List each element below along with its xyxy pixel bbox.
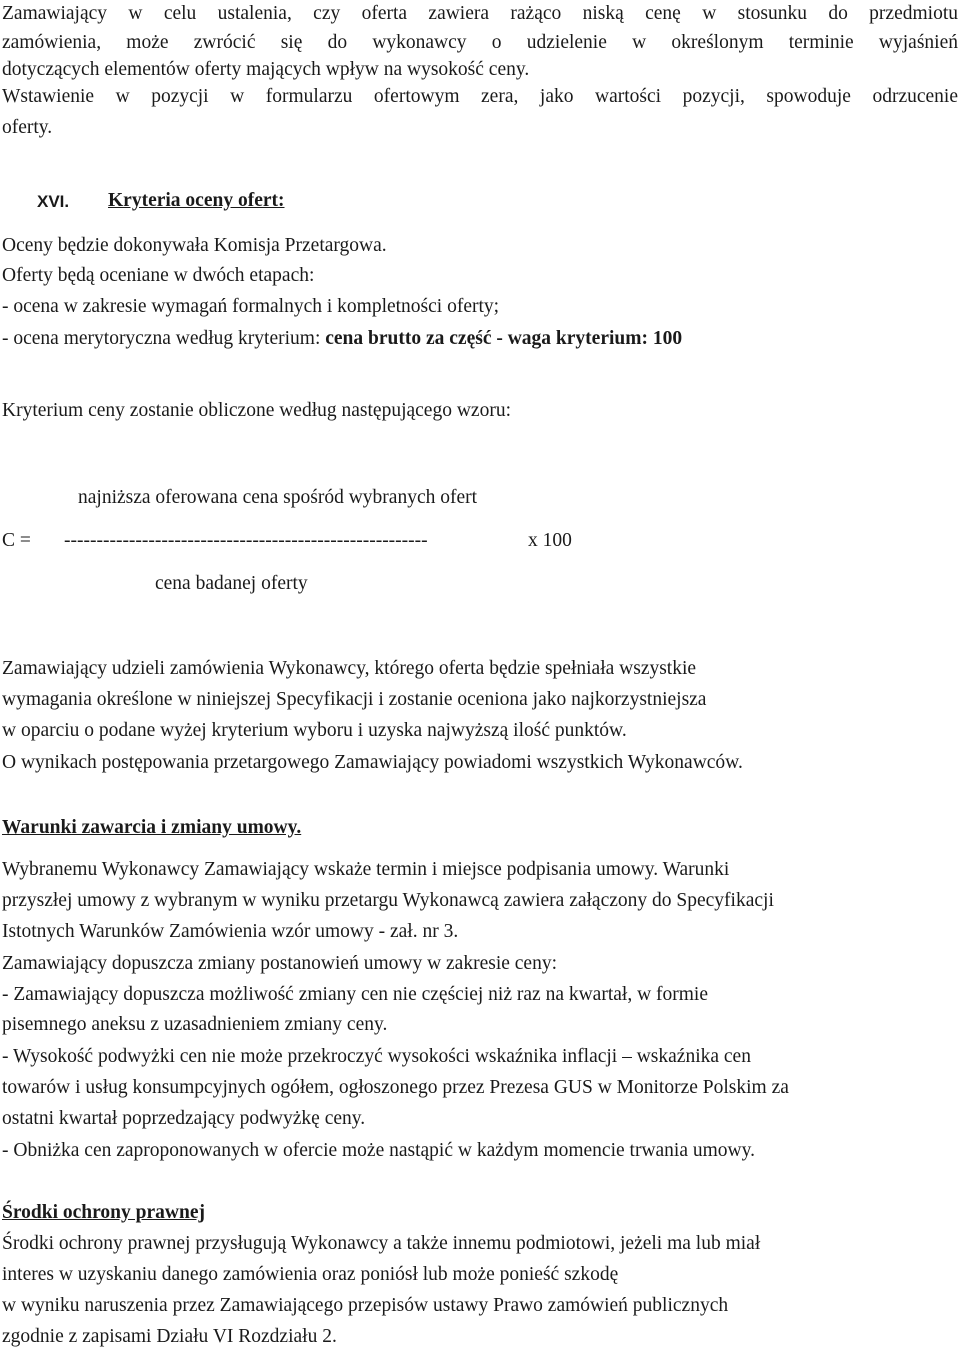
contract-line-9: ostatni kwartał poprzedzający podwyżkę ceny.: [2, 1108, 366, 1129]
formula-multiplier: x 100: [528, 530, 572, 551]
section-title: Kryteria oceny ofert:: [108, 190, 285, 211]
remedies-line-2: interes w uzyskaniu danego zamówienia oraz poniósł lub może ponieść szkodę: [2, 1264, 619, 1285]
section-line-4: [2, 327, 682, 351]
contract-line-6: pisemnego aneksu z uzasadnieniem zmiany ceny.: [2, 1014, 388, 1035]
formula-denominator: cena badanej oferty: [155, 573, 308, 594]
section-number: XVI.: [37, 192, 70, 211]
award-line-4: O wynikach postępowania przetargowego Zamawiający powiadomi wszystkich Wykonawców.: [2, 752, 743, 773]
award-line-1: Zamawiający udzieli zamówienia Wykonawcy, którego oferta będzie spełniała wszystkie: [2, 658, 697, 679]
remedies-line-3: w wyniku naruszenia przez Zamawiającego przepisów ustawy Prawo zamówień publicznych: [2, 1295, 729, 1316]
criterion-prefix: - ocena merytoryczna według kryterium:: [2, 328, 326, 349]
intro-line-4: Wstawienie w pozycji w formularzu ofertowym zera, jako wartości pozycji, spowoduje odrzucenie: [2, 86, 958, 107]
criterion-bold: cena brutto za część - waga kryterium: 100: [325, 328, 683, 349]
contract-line-10: - Obniżka cen zaproponowanych w ofercie może nastąpić w każdym momencie trwania umowy.: [2, 1140, 755, 1161]
section-line-3: - ocena w zakresie wymagań formalnych i kompletności oferty;: [2, 296, 500, 317]
contract-line-7: - Wysokość podwyżki cen nie może przekroczyć wysokości wskaźnika inflacji – wskaźnika cen: [2, 1046, 751, 1067]
contract-heading: Warunki zawarcia i zmiany umowy.: [2, 817, 302, 838]
remedies-line-1: Środki ochrony prawnej przysługują Wykonawcy a także innemu podmiotowi, jeżeli ma lub miał: [2, 1233, 761, 1254]
contract-line-4: Zamawiający dopuszcza zmiany postanowień umowy w zakresie ceny:: [2, 953, 557, 974]
section-line-1: Oceny będzie dokonywała Komisja Przetargowa.: [2, 235, 387, 256]
intro-line-3: dotyczących elementów oferty mających wpływ na wysokość ceny.: [2, 59, 530, 80]
contract-line-1: Wybranemu Wykonawcy Zamawiający wskaże termin i miejsce podpisania umowy. Warunki: [2, 859, 730, 880]
award-line-2: wymagania określone w niniejszej Specyfikacji i zostanie oceniona jako najkorzystniejsza: [2, 689, 707, 710]
formula-numerator: najniższa oferowana cena spośród wybranych ofert: [78, 487, 478, 508]
contract-line-3: Istotnych Warunków Zamówienia wzór umowy - zał. nr 3.: [2, 921, 459, 942]
remedies-line-4: zgodnie z zapisami Działu VI Rozdziału 2.: [2, 1326, 337, 1347]
remedies-heading: Środki ochrony prawnej: [2, 1202, 205, 1223]
formula-lhs: C =: [2, 530, 31, 551]
formula-fraction-line: --------------------------------------------------------: [64, 530, 428, 551]
contract-line-5: - Zamawiający dopuszcza możliwość zmiany cen nie częściej niż raz na kwartał, w formie: [2, 984, 708, 1005]
award-line-3: w oparciu o podane wyżej kryterium wyboru i uzyska najwyższą ilość punktów.: [2, 720, 627, 741]
intro-line-5: oferty.: [2, 117, 53, 138]
contract-line-8: towarów i usług konsumpcyjnych ogółem, ogłoszonego przez Prezesa GUS w Monitorze Polskim za: [2, 1077, 789, 1098]
intro-line-1: Zamawiający w celu ustalenia, czy oferta zawiera rażąco niską cenę w stosunku do przedmiotu: [2, 3, 958, 24]
section-line-2: Oferty będą oceniane w dwóch etapach:: [2, 265, 315, 286]
formula-intro: Kryterium ceny zostanie obliczone według następującego wzoru:: [2, 400, 511, 421]
contract-line-2: przyszłej umowy z wybranym w wyniku przetargu Wykonawcą zawiera załączony do Specyfikacji: [2, 890, 774, 911]
intro-line-2: zamówienia, może zwrócić się do wykonawcy o udzielenie w określonym terminie wyjaśnień: [2, 32, 958, 53]
